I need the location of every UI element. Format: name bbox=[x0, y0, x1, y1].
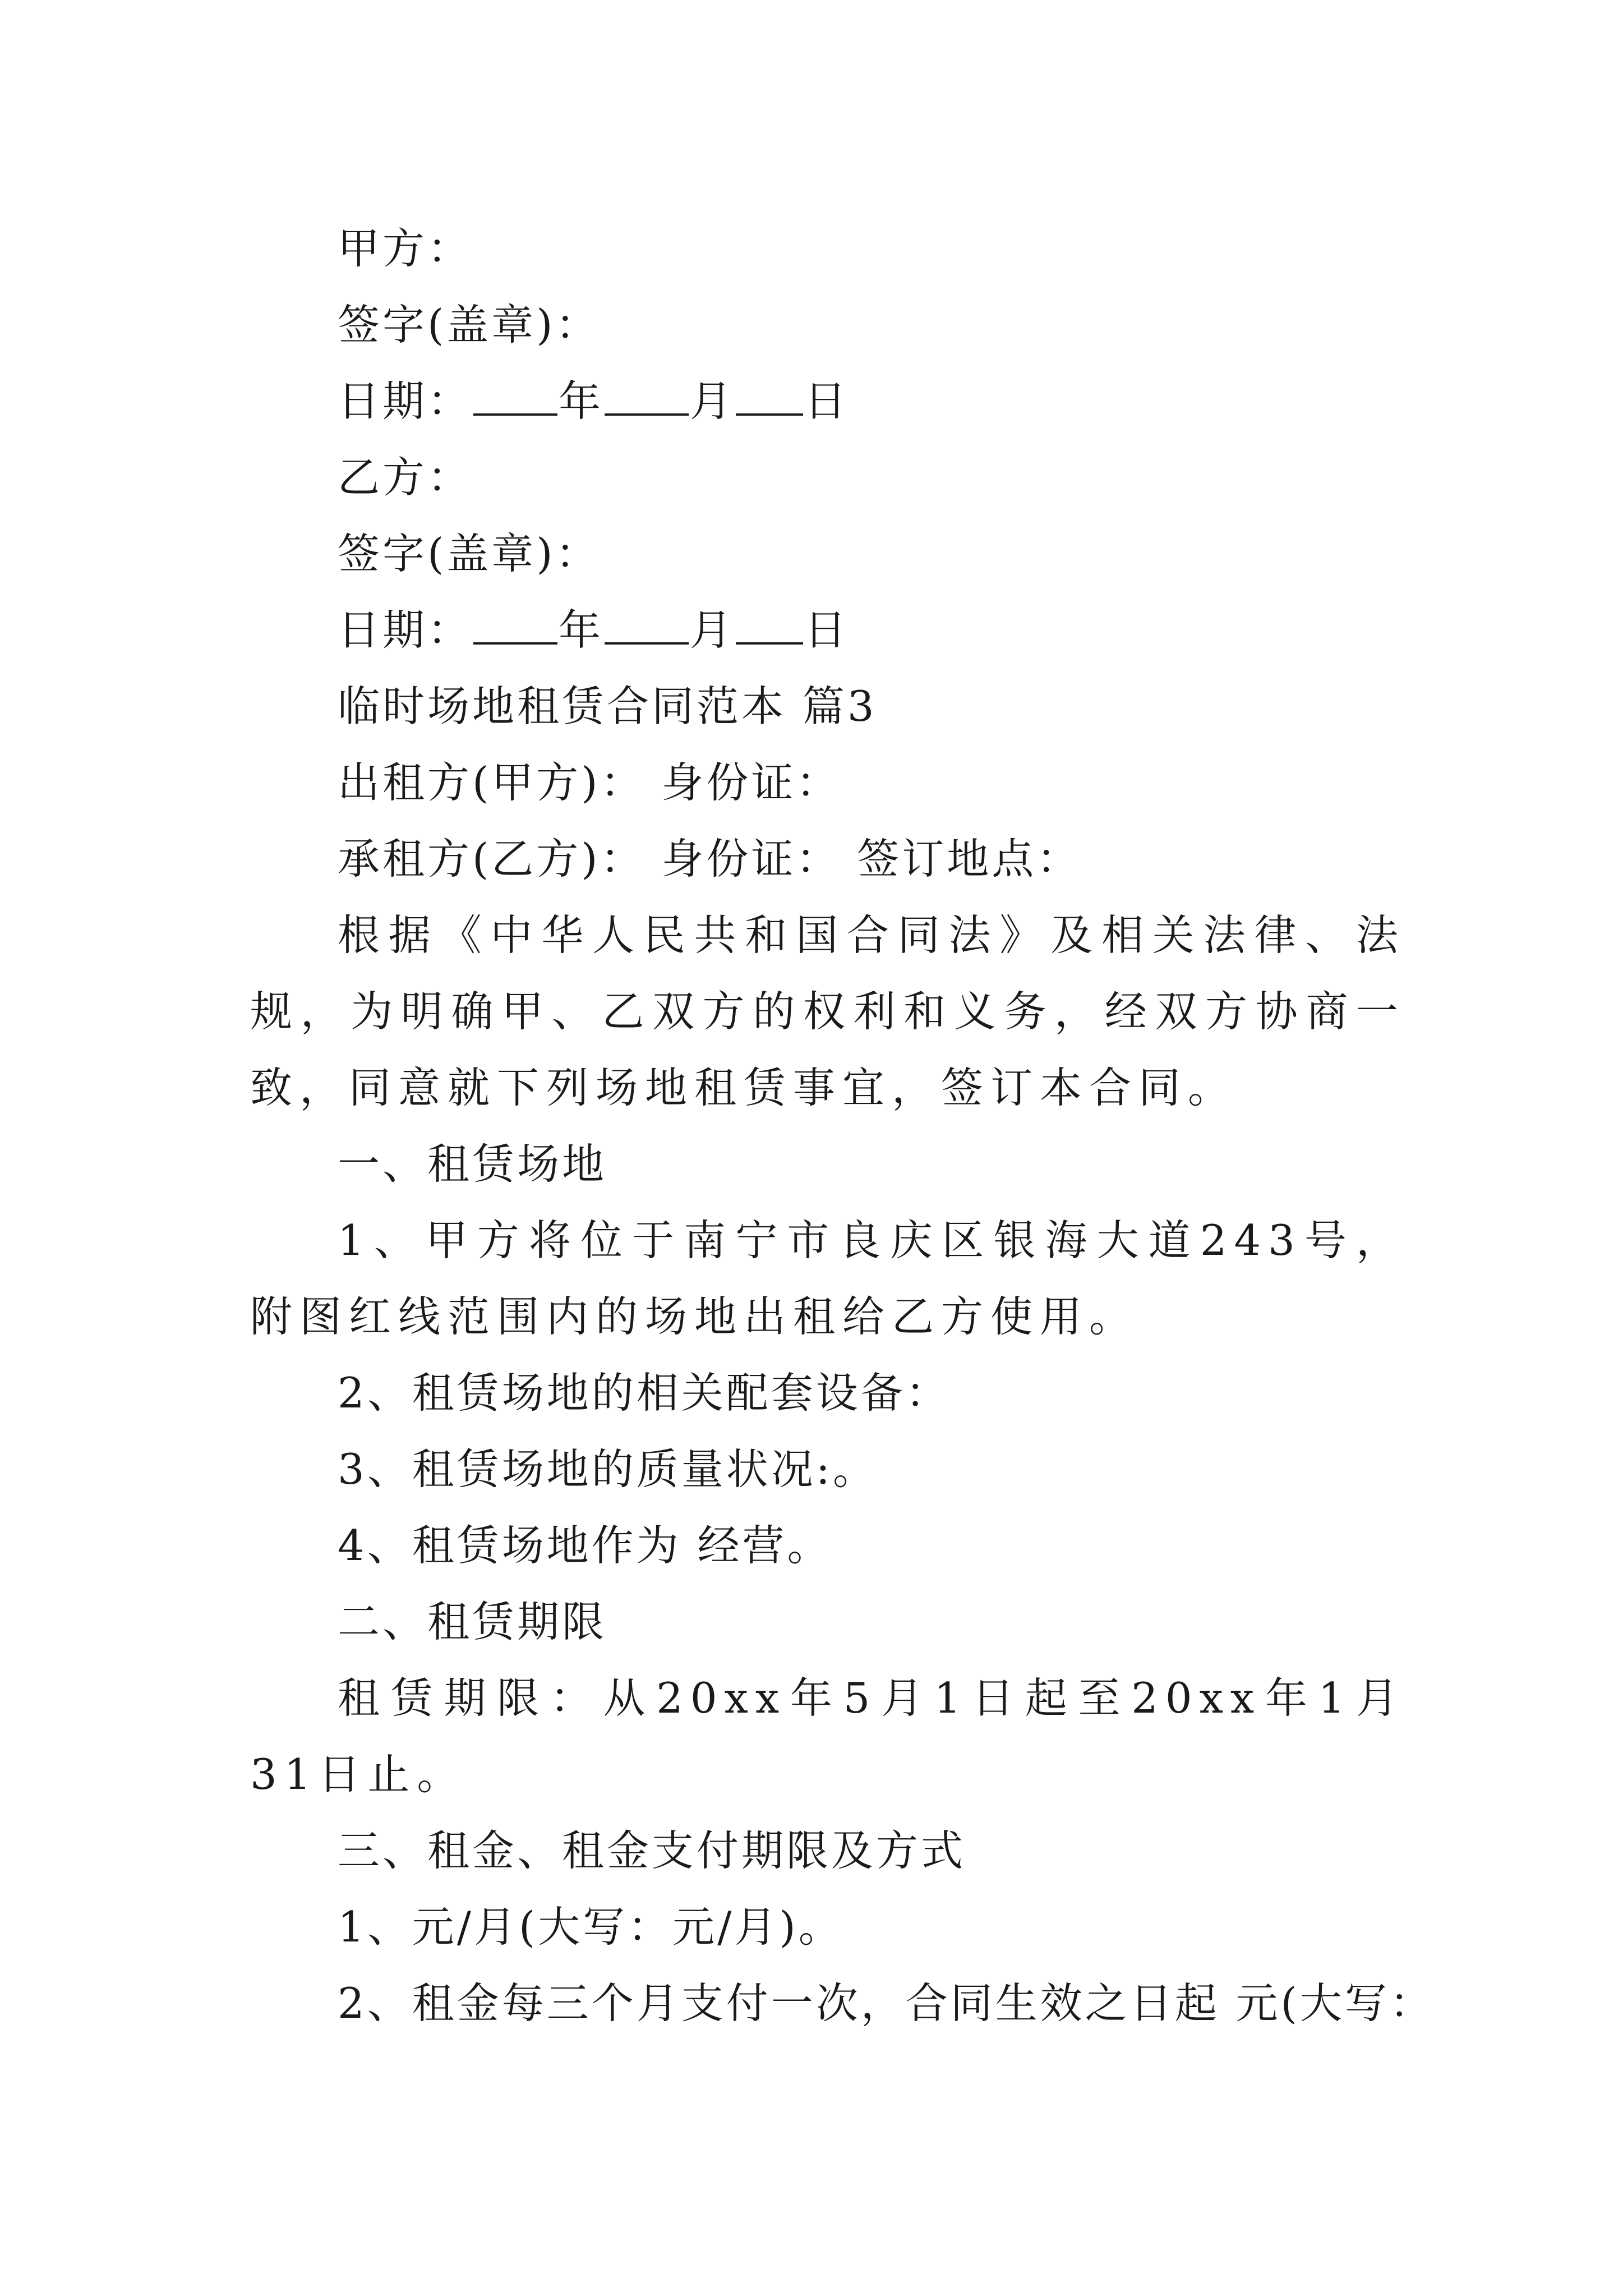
lessor-line: 出租方(甲方)： 身份证： bbox=[338, 758, 841, 807]
month-label: 月 bbox=[690, 376, 735, 426]
party-a-date bbox=[250, 363, 1405, 439]
date-label: 日期： bbox=[338, 605, 473, 655]
party-b-date bbox=[250, 592, 1405, 668]
article3-item1: 1、元/月(大写：元/月)。 bbox=[338, 1902, 843, 1952]
month-blank bbox=[605, 608, 689, 645]
date-label: 日期： bbox=[338, 376, 473, 426]
year-blank bbox=[473, 379, 557, 416]
year-blank bbox=[473, 608, 557, 645]
article2-heading: 二、租赁期限 bbox=[338, 1597, 607, 1646]
lessee-line: 承租方(乙方)： 身份证： 签订地点： bbox=[338, 834, 1082, 884]
article1-item4: 4、租赁场地作为 经营。 bbox=[338, 1521, 832, 1570]
month-blank bbox=[605, 379, 689, 416]
year-label: 年 bbox=[559, 376, 604, 426]
article3-heading: 三、租金、租金支付期限及方式 bbox=[338, 1826, 966, 1875]
day-label: 日 bbox=[804, 605, 850, 655]
month-label: 月 bbox=[690, 605, 735, 655]
party-a-signature: 签字(盖章)： bbox=[338, 300, 601, 349]
article1-item1: 1、甲方将位于南宁市良庆区银海大道243号，附图红线范围内的场地出租给乙方使用。 bbox=[250, 1216, 1405, 1341]
document-body bbox=[250, 210, 1435, 2041]
intro-paragraph: 根据《中华人民共和国合同法》及相关法律、法规，为明确甲、乙双方的权利和义务，经双方协商一致，同意就下列场地租赁事宜，签订本合同。 bbox=[250, 910, 1405, 1112]
day-blank bbox=[736, 608, 803, 645]
article1-item2: 2、租赁场地的相关配套设备： bbox=[338, 1368, 951, 1418]
day-label: 日 bbox=[804, 376, 850, 426]
article1-item3: 3、租赁场地的质量状况:。 bbox=[338, 1444, 878, 1494]
article3-item2: 2、租金每三个月支付一次，合同生效之日起 元(大写： bbox=[338, 1978, 1435, 2028]
party-b-label: 乙方： bbox=[338, 453, 473, 502]
party-b-signature: 签字(盖章)： bbox=[338, 529, 601, 578]
section-title: 临时场地租赁合同范本 篇3 bbox=[338, 682, 877, 731]
year-label: 年 bbox=[559, 605, 604, 655]
article1-heading: 一、租赁场地 bbox=[338, 1139, 607, 1189]
article2-term: 租赁期限：从20xx年5月1日起至20xx年1月31日止。 bbox=[250, 1673, 1405, 1799]
party-a-label: 甲方： bbox=[338, 224, 473, 273]
day-blank bbox=[736, 379, 803, 416]
